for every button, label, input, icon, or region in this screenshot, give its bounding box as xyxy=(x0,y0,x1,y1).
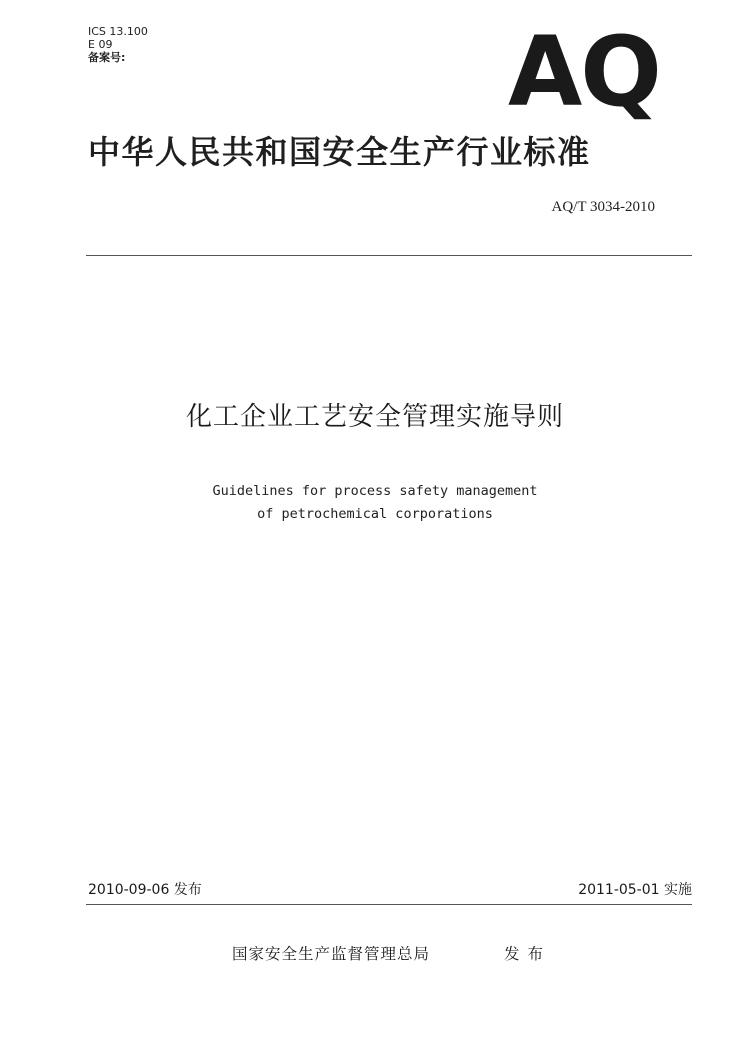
standard-category: 中华人民共和国安全生产行业标准 xyxy=(88,133,591,171)
ics-code: ICS 13.100 xyxy=(88,25,148,38)
top-divider xyxy=(86,255,692,256)
aq-logo: AQ xyxy=(508,16,660,128)
issuing-authority: 国家安全生产监督管理总局 xyxy=(232,945,431,963)
implementation-date: 2011-05-01 实施 xyxy=(578,882,692,898)
title-chinese: 化工企业工艺安全管理实施导则 xyxy=(185,402,564,432)
title-english-line-2: of petrochemical corporations xyxy=(257,506,493,522)
issuer-action: 发布 xyxy=(504,945,552,963)
bottom-divider xyxy=(86,904,692,905)
issue-date: 2010-09-06 发布 xyxy=(88,882,202,898)
standard-number: AQ/T 3034-2010 xyxy=(551,199,655,215)
title-english-line-1: Guidelines for process safety management xyxy=(212,483,538,499)
record-number-label: 备案号: xyxy=(88,51,126,64)
ccs-code: E 09 xyxy=(88,38,113,51)
